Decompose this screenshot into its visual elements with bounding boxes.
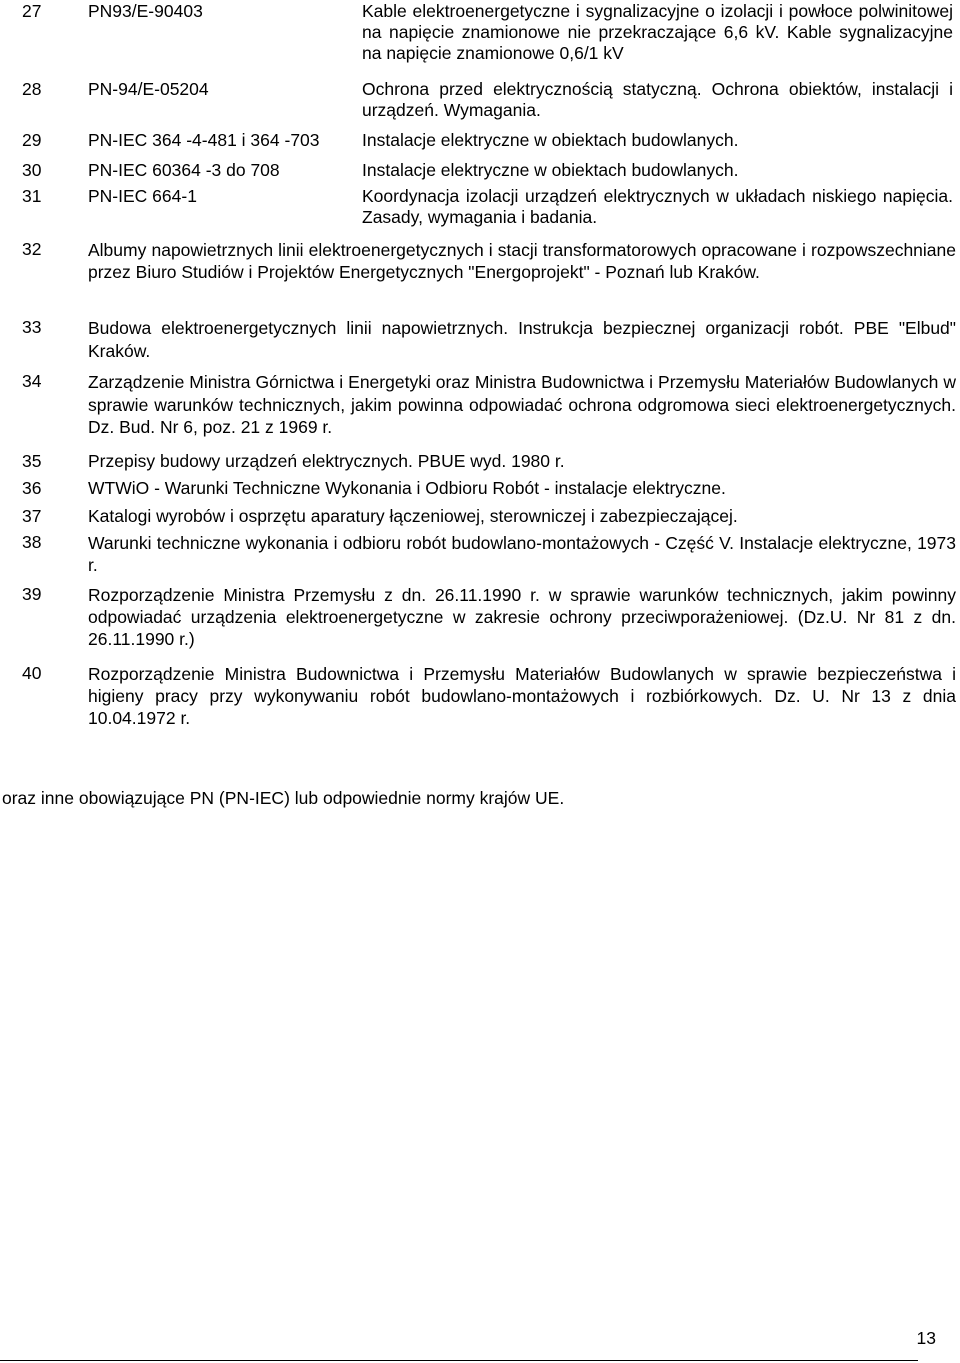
- reference-text: Warunki techniczne wykonania i odbioru robót budowlano-montażowych - Część V. Instalacje elektryczne, 1973 r.: [88, 533, 956, 575]
- reference-description: Instalacje elektryczne w obiektach budowlanych.: [362, 160, 739, 180]
- reference-number: 31: [22, 186, 42, 206]
- reference-code: PN-94/E-05204: [88, 79, 209, 99]
- reference-code: PN-IEC 664-1: [88, 186, 197, 206]
- footer-rule: [0, 1360, 918, 1361]
- reference-code: PN-IEC 60364 -3 do 708: [88, 160, 280, 180]
- page-number: 13: [916, 1328, 936, 1348]
- reference-description: Koordynacja izolacji urządzeń elektrycznych w układach niskiego napięcia. Zasady, wymagania i badania.: [362, 186, 953, 227]
- reference-description: Instalacje elektryczne w obiektach budowlanych.: [362, 130, 739, 150]
- reference-number: 29: [22, 130, 42, 150]
- reference-number: 28: [22, 79, 42, 99]
- reference-text: Rozporządzenie Ministra Przemysłu z dn. 26.11.1990 r. w sprawie warunków technicznych, jakim powinny odpowiadać urządzenia elektroenergetyczne w zakresie ochrony przeciwporażeniowej. (Dz.U. Nr 81 z dn. 26.11.1990 r.): [88, 585, 956, 649]
- reference-number: 37: [22, 506, 42, 526]
- reference-number: 38: [22, 532, 42, 552]
- reference-text: Katalogi wyrobów i osprzętu aparatury łączeniowej, sterowniczej i zabezpieczającej.: [88, 506, 738, 526]
- reference-description: Ochrona przed elektrycznością statyczną. Ochrona obiektów, instalacji i urządzeń. Wymagania.: [362, 79, 953, 120]
- reference-code: PN-IEC 364 -4-481 i 364 -703: [88, 130, 320, 150]
- reference-text: Przepisy budowy urządzeń elektrycznych. PBUE wyd. 1980 r.: [88, 451, 565, 471]
- closing-note: oraz inne obowiązujące PN (PN-IEC) lub odpowiednie normy krajów UE.: [2, 788, 565, 808]
- reference-number: 27: [22, 1, 42, 21]
- reference-code: PN93/E-90403: [88, 1, 203, 21]
- reference-text: Albumy napowietrznych linii elektroenergetycznych i stacji transformatorowych opracowane i rozpowszechniane przez Biuro Studiów i Projektów Energetycznych "Energoprojekt" - Poznań lub Kraków.: [88, 240, 956, 282]
- reference-number: 34: [22, 371, 42, 391]
- reference-text: WTWiO - Warunki Techniczne Wykonania i Odbioru Robót - instalacje elektryczne.: [88, 478, 726, 498]
- reference-number: 35: [22, 451, 42, 471]
- reference-number: 40: [22, 663, 42, 683]
- reference-text: Rozporządzenie Ministra Budownictwa i Przemysłu Materiałów Budowlanych w sprawie bezpieczeństwa i higieny pracy przy wykonywaniu robót budowlano-montażowych i rozbiórkowych. Dz. U. Nr 13 z dnia 10.04.1972 r.: [88, 664, 956, 728]
- reference-number: 36: [22, 478, 42, 498]
- reference-number: 32: [22, 239, 42, 259]
- reference-text: Budowa elektroenergetycznych linii napowietrznych. Instrukcja bezpiecznej organizacji robót. PBE "Elbud" Kraków.: [88, 318, 956, 361]
- reference-number: 33: [22, 317, 42, 337]
- reference-number: 30: [22, 160, 42, 180]
- reference-description: Kable elektroenergetyczne i sygnalizacyjne o izolacji i powłoce polwinitowej na napięcie znamionowe nie przekraczające 6,6 kV. Kable sygnalizacyjne na napięcie znamionowe 0,6/1 kV: [362, 1, 953, 63]
- reference-text: Zarządzenie Ministra Górnictwa i Energetyki oraz Ministra Budownictwa i Przemysłu Materiałów Budowlanych w sprawie warunków technicznych, jakim powinna odpowiadać ochrona odgromowa sieci elektroenergetycznych. Dz. Bud. Nr 6, poz. 21 z 1969 r.: [88, 372, 956, 437]
- reference-number: 39: [22, 584, 42, 604]
